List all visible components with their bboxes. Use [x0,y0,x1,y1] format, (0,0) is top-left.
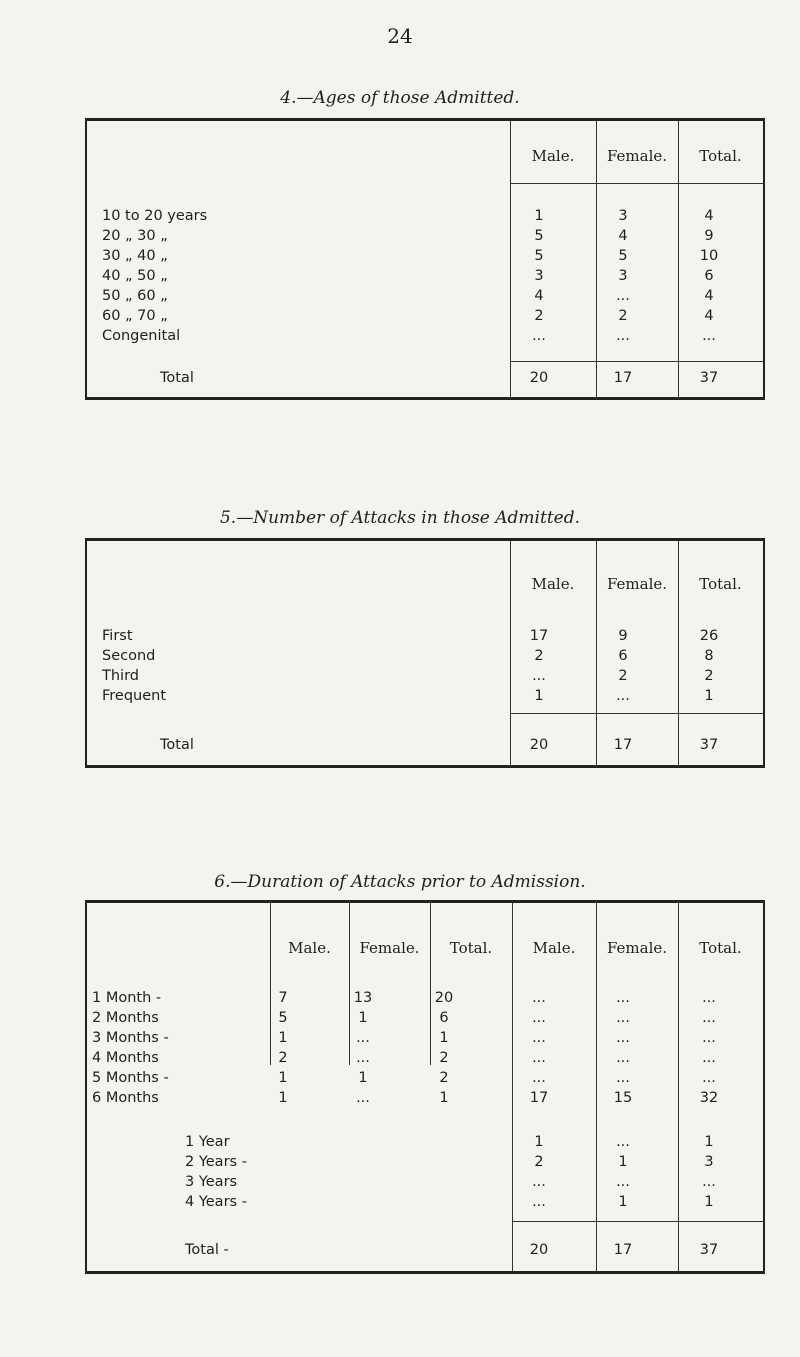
table5-cell-total: 1 [704,688,714,704]
table6-cell-female: 1 [358,1070,368,1086]
table6-cell-male-b: ... [532,1050,546,1066]
table4-cell-male: 5 [534,228,544,244]
table5-cell-female: 9 [618,628,628,644]
table4-header-total: Total. [699,147,742,165]
table4-total-label: Total [160,370,194,386]
table6-right-cell-male: ... [532,1174,546,1190]
table5-cell-male: ... [532,668,546,684]
table4-cell-total: 4 [704,308,714,324]
table6-cell-female: 1 [358,1010,368,1026]
table5-caption: 5.—Number of Attacks in those Admitted. [219,508,580,528]
table6-total-male: 20 [529,1242,549,1258]
table5-cell-female: 2 [618,668,628,684]
table5-total-female: 17 [613,737,633,753]
table4-row-label: Congenital [102,328,181,344]
table6-cell-female: ... [356,1050,370,1066]
table5-cell-male: 17 [529,628,549,644]
table6-cell-male-b: 17 [529,1090,549,1106]
table6-total-label: Total - [185,1242,229,1258]
table6 [85,900,765,1274]
table6-cell-male: 1 [278,1030,288,1046]
table6-cell-male: 1 [278,1090,288,1106]
table6-cell-female-b: ... [616,1050,630,1066]
table6-cell-total: 20 [434,990,454,1006]
table4-cell-total: 9 [704,228,714,244]
table4-row-label: 50 „ 60 „ [102,288,168,304]
table6-total-female: 17 [613,1242,633,1258]
table5-row-label: Second [102,648,156,664]
table6-caption: 6.—Duration of Attacks prior to Admission. [214,872,586,892]
table6-header-male-b: Male. [532,939,576,957]
table4-cell-male: ... [532,328,546,344]
table6-cell-female: ... [356,1030,370,1046]
page-number: 24 [387,24,413,48]
table4-header-male: Male. [531,147,575,165]
table6-row-label: 4 Months [92,1050,159,1066]
table5-cell-female: ... [616,688,630,704]
table5-cell-female: 6 [618,648,628,664]
table6-row-label: 5 Months - [92,1070,169,1086]
table6-cell-total: 1 [439,1030,449,1046]
table4-cell-female: ... [616,328,630,344]
table6-right-cell-total: 1 [704,1194,714,1210]
table5-total-label: Total [160,737,194,753]
table6-right-cell-male: 2 [534,1154,544,1170]
table4-cell-male: 3 [534,268,544,284]
table4-row-label: 60 „ 70 „ [102,308,168,324]
table4-cell-female: 3 [618,208,628,224]
table6-cell-total-b: ... [702,1050,716,1066]
table6-cell-female-b: ... [616,1030,630,1046]
table6-right-cell-male: 1 [534,1134,544,1150]
table6-right-cell-total: 3 [704,1154,714,1170]
table5 [85,538,765,768]
table6-total-total: 37 [699,1242,719,1258]
table5-cell-male: 1 [534,688,544,704]
table6-cell-female-b: ... [616,1010,630,1026]
table4-cell-total: 4 [704,208,714,224]
table4-caption: 4.—Ages of those Admitted. [280,88,520,108]
table4-cell-total: 10 [699,248,719,264]
table6-row-label: 6 Months [92,1090,159,1106]
table5-total-male: 20 [529,737,549,753]
table6-cell-male: 5 [278,1010,288,1026]
table6-cell-total: 2 [439,1050,449,1066]
table4-cell-male: 1 [534,208,544,224]
table5-cell-male: 2 [534,648,544,664]
table6-cell-total: 2 [439,1070,449,1086]
table4-cell-female: 3 [618,268,628,284]
table6-cell-male-b: ... [532,990,546,1006]
table6-header-male-a: Male. [288,939,331,957]
table4 [85,118,765,400]
table6-right-row-label: 4 Years - [185,1194,247,1210]
table6-right-cell-total: ... [702,1174,716,1190]
table6-cell-total-b: ... [702,990,716,1006]
table4-cell-total: 4 [704,288,714,304]
table5-header-male: Male. [531,575,575,593]
table6-cell-female-b: 15 [613,1090,633,1106]
table6-cell-total-b: ... [702,1010,716,1026]
table4-cell-female: ... [616,288,630,304]
table4-total-female: 17 [613,370,633,386]
table4-row-label: 40 „ 50 „ [102,268,168,284]
table5-cell-total: 26 [699,628,719,644]
table6-cell-total-b: 32 [699,1090,719,1106]
table4-total-male: 20 [529,370,549,386]
table6-row-label: 1 Month - [92,990,162,1006]
table6-cell-total: 6 [439,1010,449,1026]
table6-right-row-label: 2 Years - [185,1154,247,1170]
table4-row-label: 20 „ 30 „ [102,228,168,244]
table5-header-female: Female. [606,575,668,593]
table6-cell-male: 1 [278,1070,288,1086]
table6-cell-female-b: ... [616,990,630,1006]
table6-right-row-label: 3 Years [185,1174,238,1190]
table6-right-cell-male: ... [532,1194,546,1210]
table4-cell-male: 2 [534,308,544,324]
table6-row-label: 2 Months [92,1010,159,1026]
table5-row-label: Frequent [102,688,167,704]
table6-cell-male: 7 [278,990,288,1006]
table6-right-cell-female: ... [616,1174,630,1190]
table6-row-label: 3 Months - [92,1030,169,1046]
table4-cell-total: ... [702,328,716,344]
table6-cell-total: 1 [439,1090,449,1106]
table5-total-total: 37 [699,737,719,753]
table6-cell-male: 2 [278,1050,288,1066]
table5-cell-total: 2 [704,668,714,684]
table4-cell-female: 4 [618,228,628,244]
table4-header-female: Female. [606,147,668,165]
table4-cell-male: 4 [534,288,544,304]
table6-right-cell-female: 1 [618,1194,628,1210]
table6-right-cell-total: 1 [704,1134,714,1150]
table6-header-female-b: Female. [606,939,668,957]
table4-cell-male: 5 [534,248,544,264]
table6-cell-female-b: ... [616,1070,630,1086]
table6-header-total-b: Total. [699,939,742,957]
table5-header-total: Total. [699,575,742,593]
table6-cell-male-b: ... [532,1010,546,1026]
table4-row-label: 10 to 20 years [102,208,208,224]
table6-right-cell-female: ... [616,1134,630,1150]
table5-cell-total: 8 [704,648,714,664]
table6-cell-male-b: ... [532,1070,546,1086]
table6-header-female-a: Female. [359,939,420,957]
table6-cell-male-b: ... [532,1030,546,1046]
table4-row-label: 30 „ 40 „ [102,248,168,264]
table6-right-row-label: 1 Year [185,1134,230,1150]
table6-cell-female: 13 [353,990,373,1006]
table5-row-label: First [102,628,133,644]
table4-cell-female: 2 [618,308,628,324]
table4-cell-female: 5 [618,248,628,264]
table6-cell-total-b: ... [702,1070,716,1086]
table6-right-cell-female: 1 [618,1154,628,1170]
table6-header-total-a: Total. [449,939,493,957]
table4-cell-total: 6 [704,268,714,284]
table6-cell-female: ... [356,1090,370,1106]
table6-cell-total-b: ... [702,1030,716,1046]
table5-row-label: Third [102,668,139,684]
table4-total-total: 37 [699,370,719,386]
